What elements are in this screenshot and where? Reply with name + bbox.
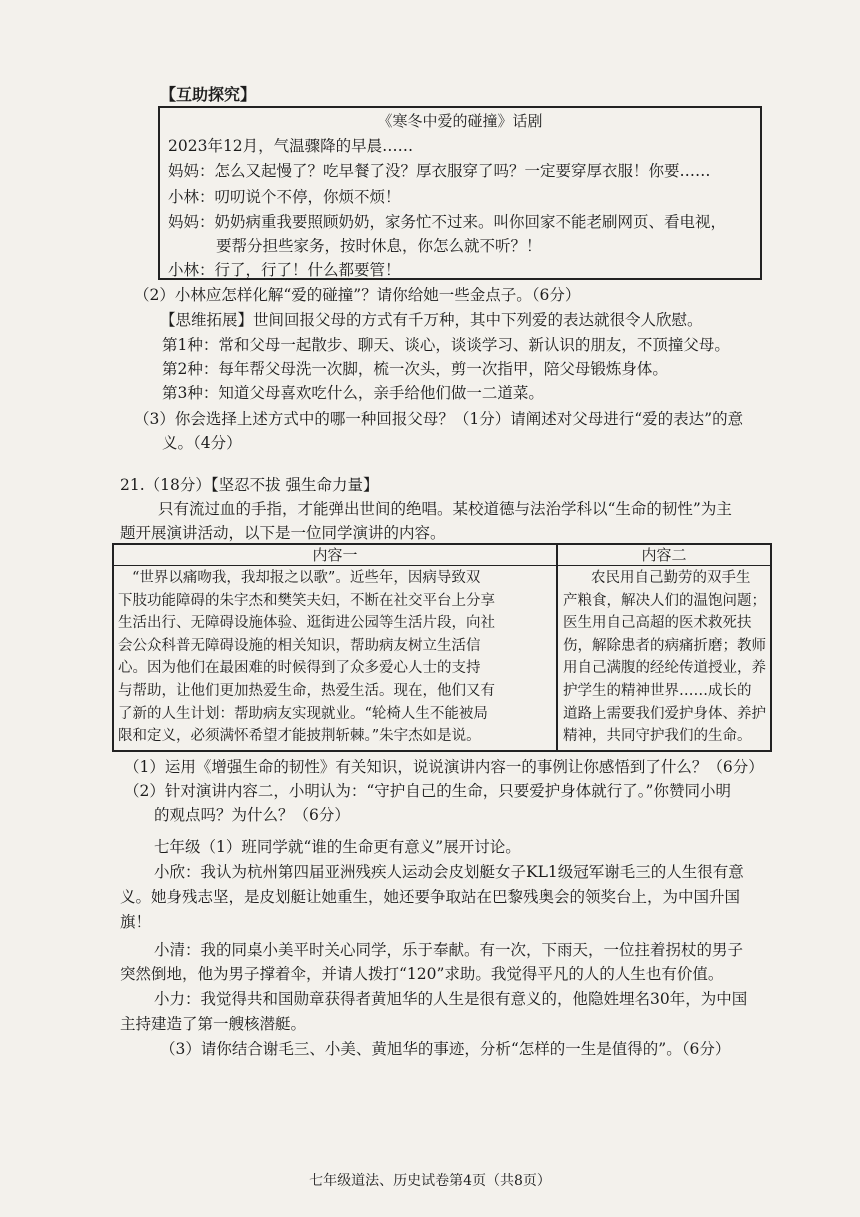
- content-1-line: “世界以痛吻我，我却报之以歌”。近些年，因病导致双: [132, 570, 481, 586]
- content-1-line: 生活出行、无障碍设施体验、逛街进公园等生活片段，向社: [118, 615, 495, 632]
- content-1-line: 限和定义，必须满怀希望才能披荆斩棘。”朱宇杰如是说。: [118, 728, 481, 745]
- content-2-line: 医生用自己高超的医术救死扶: [563, 615, 752, 632]
- xiaoli-line-1: 小力：我觉得共和国勋章获得者黄旭华的人生是很有意义的，他隐姓埋名30年，为中国: [154, 990, 748, 1008]
- discussion-intro: 七年级（1）班同学就“谁的生命更有意义”展开讨论。: [154, 838, 521, 856]
- content-2-line: 道路上需要我们爱护身体、养护: [563, 705, 766, 722]
- content-1-line: 了新的人生计划：帮助病友实现就业。“轮椅人生不能被局: [118, 705, 488, 722]
- drama-line-2: 妈妈：怎么又起慢了？吃早餐了没？厚衣服穿了吗？一定要穿厚衣服！你要……: [168, 162, 711, 180]
- page-footer: 七年级道法、历史试卷第4页（共8页）: [309, 1173, 551, 1189]
- drama-title: 《寒冬中爱的碰撞》话剧: [377, 112, 543, 130]
- drama-line-6: 小林：行了，行了！什么都要管！: [168, 261, 401, 279]
- intro-line-1: 只有流过血的手指，才能弹出世间的绝唱。某校道德与法治学科以“生命的韧性”为主: [158, 500, 732, 518]
- question-21-3: （3）请你结合谢毛三、小美、黄旭华的事迹，分析“怎样的一生是值得的”。（6分）: [160, 1040, 731, 1058]
- section-heading-mutual-inquiry: 【互助探究】: [160, 85, 257, 104]
- question-2: （2）小林应怎样化解“爱的碰撞”？请你给她一些金点子。（6分）: [134, 286, 581, 304]
- content-2-text: [563, 567, 769, 748]
- expand-heading: 【思维拓展】世间回报父母的方式有千万种，其中下列爱的表达就很令人欣慰。: [160, 311, 703, 329]
- xiaoqing-line-1: 小清：我的同桌小美平时关心同学，乐于奉献。有一次，下雨天，一位拄着拐杖的男子: [154, 941, 744, 959]
- question-21-2-line2: 的观点吗？为什么？（6分）: [154, 806, 350, 824]
- content-2-line: 伤，解除患者的病痛折磨；教师: [563, 637, 766, 654]
- question-21-2-line1: （2）针对演讲内容二，小明认为：“守护自己的生命，只要爱护身体就行了。”你赞同小明: [124, 782, 731, 800]
- table-divider: [556, 543, 558, 752]
- xiaoxin-line-2: 义。她身残志坚，是皮划艇让她重生，她还要争取站在巴黎残奥会的领奖台上，为中国升国: [120, 888, 741, 906]
- drama-line-5: 要帮分担些家务，按时休息，你怎么就不听？！: [216, 237, 542, 255]
- drama-line-1: 2023年12月，气温骤降的早晨……: [168, 137, 414, 155]
- content-2-line: 用自己满腹的经纶传道授业，养: [563, 660, 766, 677]
- question-3-line1: （3）你会选择上述方式中的哪一种回报父母？（1分）请阐述对父母进行“爱的表达”的意: [134, 410, 744, 428]
- content-1-line: 与帮助，让他们更加热爱生命，热爱生活。现在，他们又有: [118, 682, 495, 699]
- content-1-line: 会公众科普无障碍设施的相关知识，帮助病友树立生活信: [118, 637, 481, 654]
- way-3: 第3种：知道父母喜欢吃什么，亲手给他们做一二道菜。: [162, 384, 544, 402]
- xiaoxin-line-3: 旗！: [120, 913, 152, 931]
- content-2-line: 护学生的精神世界……成长的: [563, 682, 752, 699]
- content-1-line: 下肢功能障碍的朱宇杰和樊笑夫妇，不断在社交平台上分享: [118, 592, 495, 609]
- drama-line-4: 妈妈：奶奶病重我要照顾奶奶，家务忙不过来。叫你回家不能老刷网页、看电视，: [168, 213, 727, 231]
- intro-line-2: 题开展演讲活动，以下是一位同学演讲的内容。: [120, 524, 446, 542]
- content-2-line: 农民用自己勤劳的双手生: [591, 570, 751, 586]
- question-3-line2: 义。（4分）: [162, 434, 242, 452]
- content-2-line: 精神，共同守护我们的生命。: [563, 728, 752, 745]
- drama-line-3: 小林：叨叨说个不停，你烦不烦！: [168, 188, 401, 206]
- content-2-line: 产粮食，解决人们的温饱问题；: [563, 592, 766, 609]
- xiaoqing-line-2: 突然倒地，他为男子撑着伞，并请人拨打“120”求助。我觉得平凡的人的人生也有价值。: [120, 965, 724, 983]
- content-1-line: 心。因为他们在最困难的时候得到了众多爱心人士的支持: [118, 660, 481, 677]
- way-1: 第1种：常和父母一起散步、聊天、谈心，谈谈学习、新认识的朋友，不顶撞父母。: [162, 336, 730, 354]
- xiaoli-line-2: 主持建造了第一艘核潜艇。: [120, 1015, 307, 1033]
- xiaoxin-line-1: 小欣：我认为杭州第四届亚洲残疾人运动会皮划艇女子KL1级冠军谢毛三的人生很有意: [154, 863, 744, 881]
- question-21-1: （1）运用《增强生命的韧性》有关知识，说说演讲内容一的事例让你感悟到了什么？（6分）: [124, 758, 764, 776]
- question-21-title: 21.（18分）【坚忍不拔 强生命力量】: [120, 476, 379, 494]
- table-header-content-1: 内容一: [312, 546, 358, 564]
- table-header-content-2: 内容二: [641, 546, 687, 564]
- way-2: 第2种：每年帮父母洗一次脚，梳一次头，剪一次指甲，陪父母锻炼身体。: [162, 360, 668, 378]
- content-1-text: [118, 567, 554, 748]
